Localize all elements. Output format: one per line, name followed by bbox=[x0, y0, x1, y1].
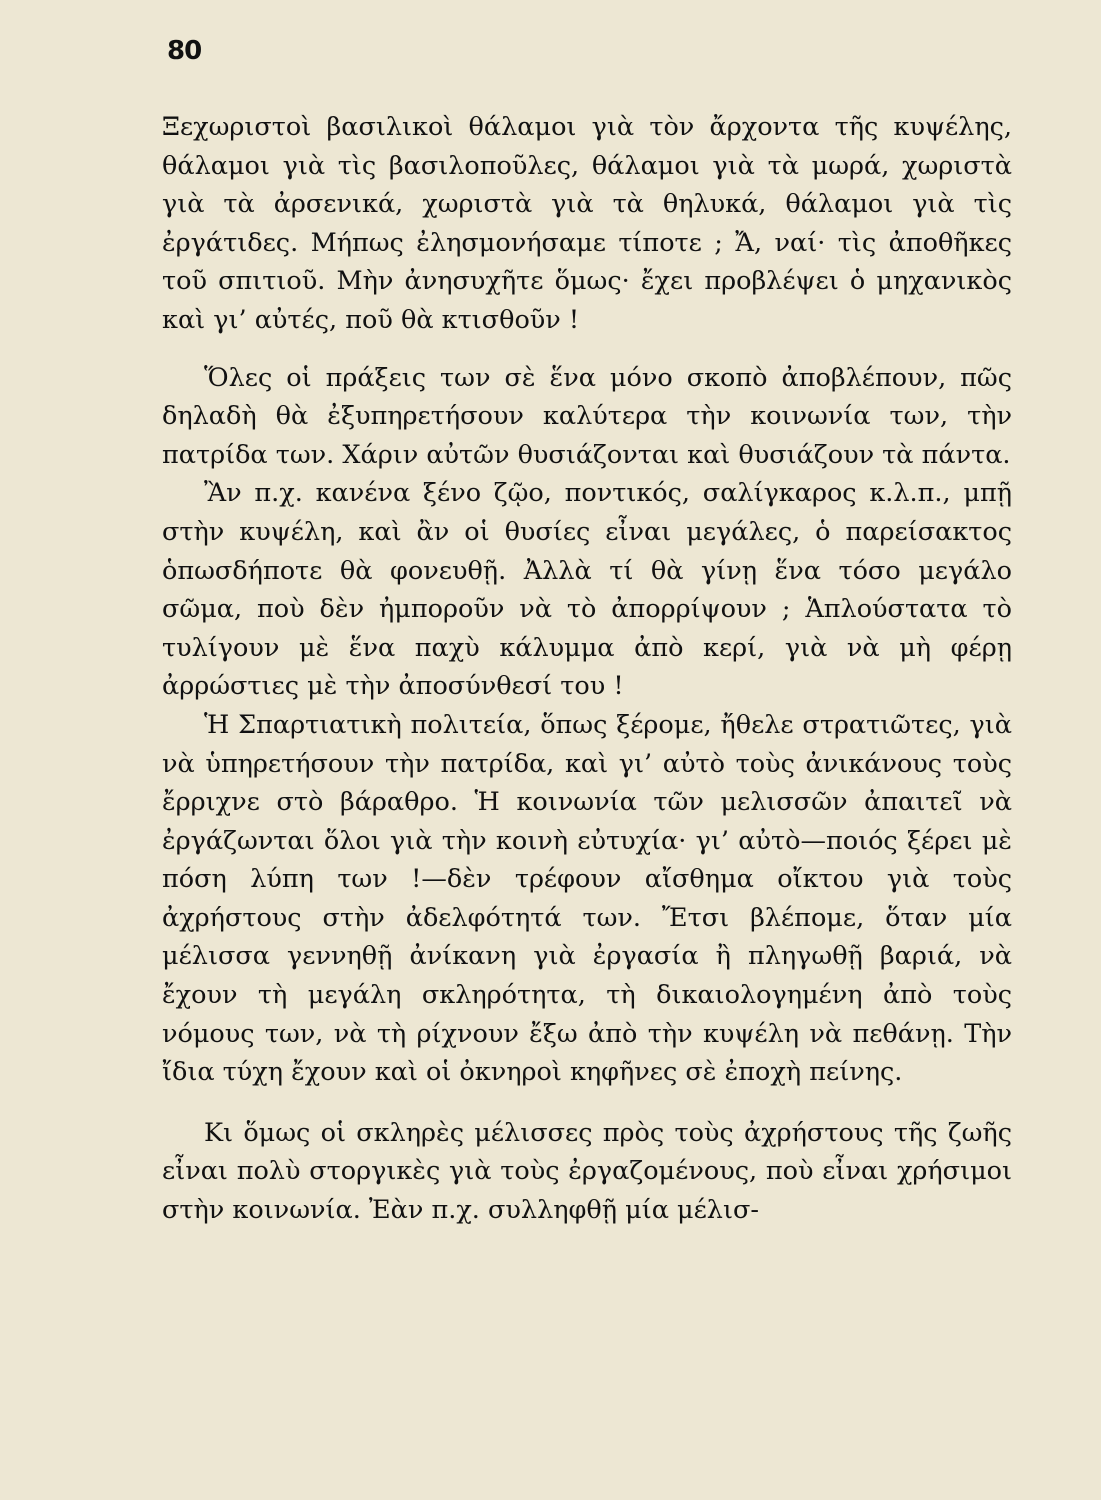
paragraph-5: Κι ὅμως οἱ σκληρὲς μέλισσες πρὸς τοὺς ἀχρήστους τῆς ζωῆς εἶναι πολὺ στοργικὲς γιὰ τοὺς ἐργαζομένους, ποὺ εἶναι χρήσιμοι στὴν κοινωνία. Ἐὰν π.χ. συλληφθῇ μία μέλισ- bbox=[162, 1117, 1012, 1226]
paragraph-4: Ἡ Σπαρτιατικὴ πολιτεία, ὅπως ξέρομε, ἤθελε στρατιῶτες, γιὰ νὰ ὑπηρετήσουν τὴν πατρίδα, καὶ γι’ αὐτὸ τοὺς ἀνικάνους τοὺς ἔρριχνε στὸ βάραθρο. Ἡ κοινωνία τῶν μελισσῶν ἀπαιτεῖ νὰ ἐργάζωνται ὅλοι γιὰ τὴν κοινὴ εὐτυχία· γι’ αὐτὸ—ποιός ξέρει μὲ πόση λύπη των !—δὲν τρέφουν αἴσθημα οἴκτου γιὰ τοὺς ἀχρήστους στὴν ἀδελφότητά των. Ἔτσι βλέπομε, ὅταν μία μέλισσα γεννηθῇ ἀνίκανη γιὰ ἐργασία ἢ πληγωθῇ βαριά, νὰ ἔχουν τὴ μεγάλη σκληρότητα, τὴ δικαιολογημένη ἀπὸ τοὺς νόμους των, νὰ τὴ ρίχνουν ἔξω ἀπὸ τὴν κυψέλη νὰ πεθάνῃ. Τὴν ἴδια τύχη ἔχουν καὶ οἱ ὀκνηροὶ κηφῆνες σὲ ἐποχὴ πείνης. bbox=[162, 709, 1012, 1088]
page-body-text bbox=[162, 108, 1012, 1230]
paragraph-3: Ἂν π.χ. κανένα ξένο ζῷο, ποντικός, σαλίγκαρος κ.λ.π., μπῇ στὴν κυψέλη, καὶ ἂν οἱ θυσίες εἶναι μεγάλες, ὁ παρείσακτος ὁπωσδήποτε θὰ φονευθῇ. Ἀλλὰ τί θὰ γίνῃ ἕνα τόσο μεγάλο σῶμα, ποὺ δὲν ἠμποροῦν νὰ τὸ ἀπορρίψουν ; Ἁπλούστατα τὸ τυλίγουν μὲ ἕνα παχὺ κάλυμμα ἀπὸ κερί, γιὰ νὰ μὴ φέρῃ ἀρρώστιες μὲ τὴν ἀποσύνθεσί του ! bbox=[162, 478, 1012, 702]
paragraph-2: Ὅλες οἱ πράξεις των σὲ ἕνα μόνο σκοπὸ ἀποβλέπουν, πῶς δηλαδὴ θὰ ἐξυπηρετήσουν καλύτερα τὴν κοινωνία των, τὴν πατρίδα των. Χάριν αὐτῶν θυσιάζονται καὶ θυσιάζουν τὰ πάντα. bbox=[162, 362, 1012, 470]
page-number: 80 bbox=[167, 36, 202, 66]
paragraph-1: Ξεχωριστοὶ βασιλικοὶ θάλαμοι γιὰ τὸν ἄρχοντα τῆς κυψέλης, θάλαμοι γιὰ τὶς βασιλοποῦλες, θάλαμοι γιὰ τὰ μωρά, χωριστὰ γιὰ τὰ ἀρσενικά, χωριστὰ γιὰ τὰ θηλυκά, θάλαμοι γιὰ τὶς ἐργάτιδες. Μήπως ἐλησμονήσαμε τίποτε ; Ἄ, ναί· τὶς ἀποθῆκες τοῦ σπιτιοῦ. Μὴν ἀνησυχῆτε ὅμως· ἔχει προβλέψει ὁ μηχανικὸς καὶ γι’ αὐτές, ποῦ θὰ κτισθοῦν ! bbox=[162, 112, 1012, 335]
